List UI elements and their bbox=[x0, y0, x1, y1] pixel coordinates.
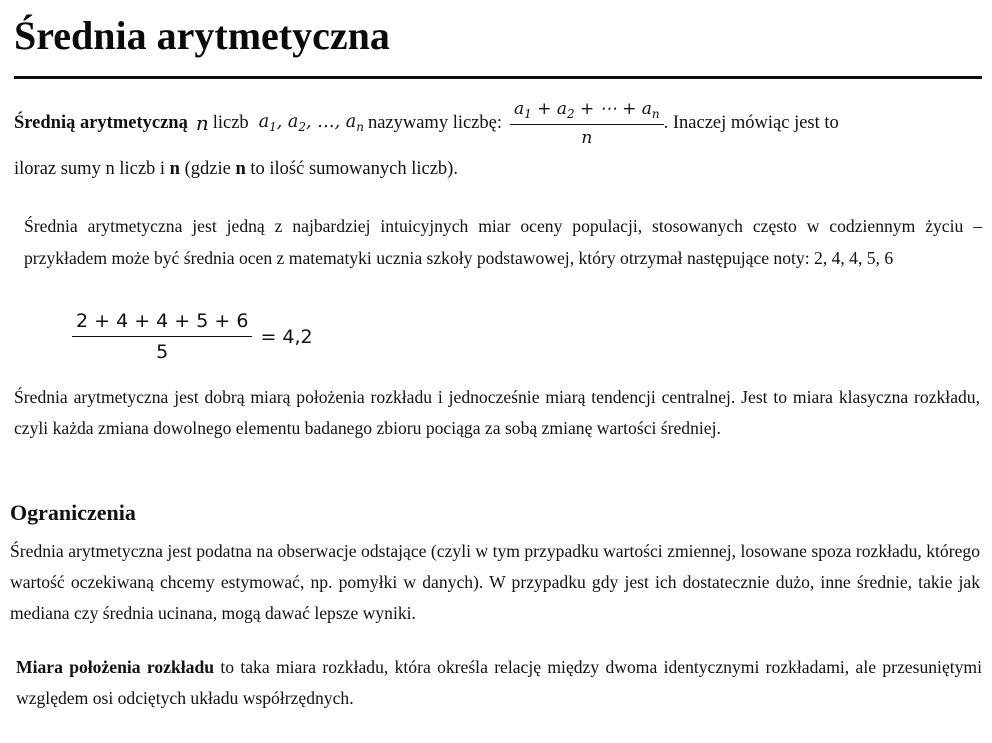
definition-line-1 bbox=[14, 96, 972, 150]
measure-paragraph: Średnia arytmetyczna jest dobrą miarą położenia rozkładu i jednocześnie miarą tendencji centralnej. Jest to miara klasyczna rozkładu, czyli każda zmiana dowolnego elementu badanego zbioru pociąga za sobą zmianę wartości średniej. bbox=[14, 387, 980, 438]
bold-n-1: n bbox=[169, 159, 180, 179]
definition-after-formula: . Inaczej mówiąc jest to bbox=[663, 112, 839, 133]
formula-numerator: $a_1 + a_2$ + ⋯ + $a_n$ bbox=[514, 98, 660, 121]
example-denominator: 5 bbox=[156, 341, 169, 363]
definition-call-text: nazywamy liczbę: bbox=[367, 112, 502, 133]
example-numerator: 2 + 4 + 4 + 5 + 6 bbox=[76, 310, 249, 332]
mean-formula bbox=[510, 99, 664, 148]
definition-line-2: iloraz sumy n liczb i n (gdzie n to ilość sumowanych liczb). bbox=[14, 159, 458, 179]
limitations-paragraph: Średnia arytmetyczna jest podatna na obserwacje odstające (czyli w tym przypadku wartości zmiennej, losowane spoza rozkładu, którego wartość oczekiwaną chcemy estymować, np. pomyłki w danych). W przypadku gdy jest ich dostatecznie dużo, inne średnie, takie jak mediana czy średnia ucinana, mogą dawać lepsze wyniki. bbox=[10, 541, 980, 623]
title-underline bbox=[14, 76, 982, 79]
bold-n-2: n bbox=[235, 159, 246, 179]
example-paragraph: Średnia arytmetyczna jest jedną z najbardziej intuicyjnych miar oceny populacji, stosowanych często w codziennym życiu – przykładem może być średnia ocen z matematyki ucznia szkoły podstawowej, który otrzymał następujące noty: 2, 4, 4, 5, 6 bbox=[24, 216, 982, 268]
definition-term: Średnią arytmetyczną bbox=[14, 112, 188, 133]
location-measure-paragraph bbox=[16, 652, 982, 714]
definition-paragraph bbox=[14, 96, 972, 184]
location-measure-term: Miara położenia rozkładu bbox=[16, 657, 215, 677]
example-result: = 4,2 bbox=[260, 325, 313, 348]
sequence-a1-an: $a_1$, $a_2$, …, $a_n$ bbox=[258, 112, 364, 134]
example-fraction bbox=[72, 310, 252, 363]
limitations-heading: Ograniczenia bbox=[10, 500, 136, 525]
numbers-word: liczb bbox=[212, 112, 249, 133]
formula-denominator: n bbox=[581, 127, 593, 148]
example-calculation bbox=[72, 310, 313, 363]
location-measure-text: to taka miara rozkładu, która określa relację między dwoma identycznymi rozkładami, ale przesuniętymi względem osi odciętych układu współrzędnych. bbox=[16, 657, 983, 708]
page-title: Średnia arytmetyczna bbox=[14, 13, 390, 58]
n-variable: n bbox=[195, 111, 209, 135]
